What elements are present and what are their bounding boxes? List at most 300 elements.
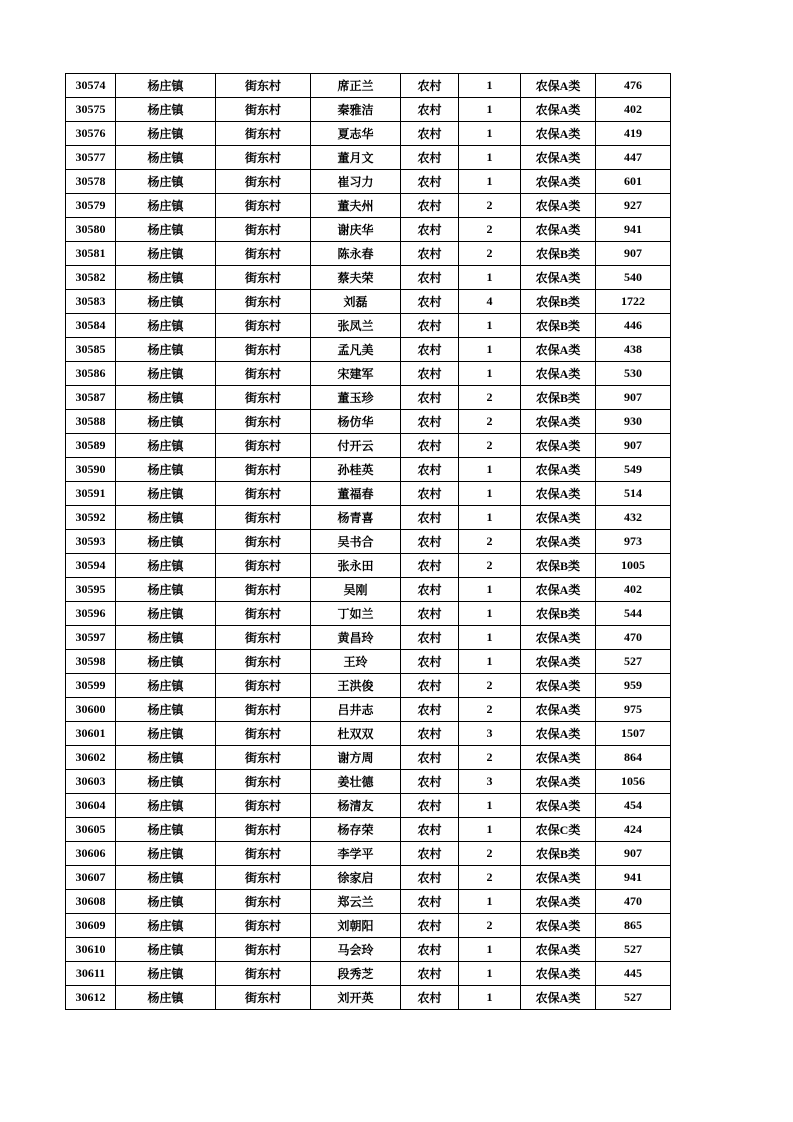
table-cell-amount: 1507 bbox=[596, 722, 671, 746]
table-row bbox=[66, 986, 671, 1010]
table-cell-category: 农保B类 bbox=[521, 842, 596, 866]
table-cell-town: 杨庄镇 bbox=[116, 74, 216, 98]
table-cell-name: 杨仿华 bbox=[311, 410, 401, 434]
table-row bbox=[66, 914, 671, 938]
table-cell-amount: 454 bbox=[596, 794, 671, 818]
table-cell-name: 孙桂英 bbox=[311, 458, 401, 482]
table-cell-name: 段秀芝 bbox=[311, 962, 401, 986]
table-cell-id: 30581 bbox=[66, 242, 116, 266]
table-cell-id: 30580 bbox=[66, 218, 116, 242]
table-cell-village: 街东村 bbox=[216, 194, 311, 218]
table-cell-type: 农村 bbox=[401, 98, 459, 122]
table-cell-amount: 1005 bbox=[596, 554, 671, 578]
table-cell-amount: 864 bbox=[596, 746, 671, 770]
table-cell-id: 30584 bbox=[66, 314, 116, 338]
table-cell-town: 杨庄镇 bbox=[116, 170, 216, 194]
table-cell-amount: 540 bbox=[596, 266, 671, 290]
table-cell-type: 农村 bbox=[401, 602, 459, 626]
table-row bbox=[66, 194, 671, 218]
table-cell-id: 30576 bbox=[66, 122, 116, 146]
table-cell-village: 街东村 bbox=[216, 650, 311, 674]
table-cell-village: 街东村 bbox=[216, 530, 311, 554]
table-cell-category: 农保B类 bbox=[521, 386, 596, 410]
table-cell-id: 30590 bbox=[66, 458, 116, 482]
table-cell-town: 杨庄镇 bbox=[116, 818, 216, 842]
table-cell-town: 杨庄镇 bbox=[116, 314, 216, 338]
table-row bbox=[66, 338, 671, 362]
table-cell-amount: 907 bbox=[596, 434, 671, 458]
table-cell-count: 2 bbox=[459, 914, 521, 938]
table-cell-town: 杨庄镇 bbox=[116, 266, 216, 290]
table-cell-village: 街东村 bbox=[216, 314, 311, 338]
table-cell-amount: 930 bbox=[596, 410, 671, 434]
table-cell-type: 农村 bbox=[401, 698, 459, 722]
table-cell-category: 农保B类 bbox=[521, 314, 596, 338]
table-cell-amount: 476 bbox=[596, 74, 671, 98]
table-row bbox=[66, 218, 671, 242]
table-cell-amount: 544 bbox=[596, 602, 671, 626]
table-cell-type: 农村 bbox=[401, 938, 459, 962]
table-cell-name: 王洪俊 bbox=[311, 674, 401, 698]
table-row bbox=[66, 314, 671, 338]
table-cell-category: 农保A类 bbox=[521, 338, 596, 362]
table-cell-category: 农保A类 bbox=[521, 650, 596, 674]
table-cell-village: 街东村 bbox=[216, 146, 311, 170]
table-cell-count: 2 bbox=[459, 194, 521, 218]
table-cell-town: 杨庄镇 bbox=[116, 506, 216, 530]
table-cell-village: 街东村 bbox=[216, 578, 311, 602]
table-cell-town: 杨庄镇 bbox=[116, 866, 216, 890]
table-cell-type: 农村 bbox=[401, 290, 459, 314]
table-cell-village: 街东村 bbox=[216, 362, 311, 386]
table-cell-village: 街东村 bbox=[216, 290, 311, 314]
table-cell-count: 4 bbox=[459, 290, 521, 314]
table-cell-village: 街东村 bbox=[216, 914, 311, 938]
table-cell-name: 王玲 bbox=[311, 650, 401, 674]
table-cell-name: 谢方周 bbox=[311, 746, 401, 770]
table-cell-category: 农保A类 bbox=[521, 890, 596, 914]
table-cell-count: 1 bbox=[459, 458, 521, 482]
table-cell-id: 30605 bbox=[66, 818, 116, 842]
table-cell-name: 马会玲 bbox=[311, 938, 401, 962]
table-cell-type: 农村 bbox=[401, 674, 459, 698]
table-cell-amount: 549 bbox=[596, 458, 671, 482]
table-row bbox=[66, 770, 671, 794]
table-cell-id: 30608 bbox=[66, 890, 116, 914]
table-cell-count: 2 bbox=[459, 386, 521, 410]
table-cell-name: 秦雅洁 bbox=[311, 98, 401, 122]
table-row bbox=[66, 818, 671, 842]
table-cell-name: 刘开英 bbox=[311, 986, 401, 1010]
table-cell-category: 农保A类 bbox=[521, 410, 596, 434]
table-cell-count: 2 bbox=[459, 410, 521, 434]
table-row bbox=[66, 626, 671, 650]
table-cell-category: 农保A类 bbox=[521, 938, 596, 962]
table-cell-count: 2 bbox=[459, 242, 521, 266]
table-cell-count: 1 bbox=[459, 338, 521, 362]
table-row bbox=[66, 362, 671, 386]
table-cell-town: 杨庄镇 bbox=[116, 746, 216, 770]
table-cell-village: 街东村 bbox=[216, 746, 311, 770]
spreadsheet-page bbox=[65, 73, 671, 1010]
table-row bbox=[66, 698, 671, 722]
table-cell-name: 吕井志 bbox=[311, 698, 401, 722]
table-cell-amount: 432 bbox=[596, 506, 671, 530]
table-cell-type: 农村 bbox=[401, 626, 459, 650]
table-cell-town: 杨庄镇 bbox=[116, 458, 216, 482]
table-cell-category: 农保A类 bbox=[521, 146, 596, 170]
table-cell-id: 30579 bbox=[66, 194, 116, 218]
table-cell-name: 谢庆华 bbox=[311, 218, 401, 242]
table-cell-category: 农保A类 bbox=[521, 722, 596, 746]
table-cell-type: 农村 bbox=[401, 242, 459, 266]
table-cell-id: 30574 bbox=[66, 74, 116, 98]
table-cell-name: 董夫州 bbox=[311, 194, 401, 218]
table-row bbox=[66, 722, 671, 746]
table-cell-id: 30611 bbox=[66, 962, 116, 986]
table-cell-town: 杨庄镇 bbox=[116, 98, 216, 122]
table-cell-town: 杨庄镇 bbox=[116, 338, 216, 362]
table-cell-id: 30585 bbox=[66, 338, 116, 362]
table-cell-name: 张凤兰 bbox=[311, 314, 401, 338]
table-cell-name: 黄昌玲 bbox=[311, 626, 401, 650]
table-cell-type: 农村 bbox=[401, 962, 459, 986]
table-cell-village: 街东村 bbox=[216, 770, 311, 794]
table-cell-id: 30587 bbox=[66, 386, 116, 410]
table-cell-category: 农保A类 bbox=[521, 746, 596, 770]
table-cell-type: 农村 bbox=[401, 386, 459, 410]
table-cell-village: 街东村 bbox=[216, 698, 311, 722]
table-cell-town: 杨庄镇 bbox=[116, 650, 216, 674]
table-cell-name: 蔡夫荣 bbox=[311, 266, 401, 290]
table-row bbox=[66, 554, 671, 578]
table-cell-category: 农保A类 bbox=[521, 434, 596, 458]
table-cell-town: 杨庄镇 bbox=[116, 242, 216, 266]
table-cell-type: 农村 bbox=[401, 890, 459, 914]
table-cell-category: 农保A类 bbox=[521, 530, 596, 554]
table-cell-type: 农村 bbox=[401, 866, 459, 890]
table-cell-town: 杨庄镇 bbox=[116, 914, 216, 938]
table-cell-amount: 514 bbox=[596, 482, 671, 506]
table-cell-amount: 445 bbox=[596, 962, 671, 986]
table-cell-amount: 402 bbox=[596, 578, 671, 602]
table-cell-village: 街东村 bbox=[216, 722, 311, 746]
table-cell-id: 30610 bbox=[66, 938, 116, 962]
table-cell-count: 2 bbox=[459, 842, 521, 866]
table-cell-village: 街东村 bbox=[216, 218, 311, 242]
table-cell-category: 农保A类 bbox=[521, 122, 596, 146]
table-cell-name: 刘朝阳 bbox=[311, 914, 401, 938]
table-row bbox=[66, 866, 671, 890]
table-cell-amount: 530 bbox=[596, 362, 671, 386]
table-cell-town: 杨庄镇 bbox=[116, 698, 216, 722]
table-cell-town: 杨庄镇 bbox=[116, 434, 216, 458]
table-cell-amount: 470 bbox=[596, 890, 671, 914]
table-cell-name: 吴书合 bbox=[311, 530, 401, 554]
table-cell-count: 2 bbox=[459, 554, 521, 578]
table-cell-count: 1 bbox=[459, 482, 521, 506]
table-cell-type: 农村 bbox=[401, 338, 459, 362]
table-cell-amount: 959 bbox=[596, 674, 671, 698]
table-cell-id: 30589 bbox=[66, 434, 116, 458]
table-cell-count: 1 bbox=[459, 650, 521, 674]
table-cell-type: 农村 bbox=[401, 218, 459, 242]
table-cell-category: 农保A类 bbox=[521, 674, 596, 698]
table-cell-town: 杨庄镇 bbox=[116, 842, 216, 866]
table-cell-category: 农保A类 bbox=[521, 866, 596, 890]
table-cell-id: 30609 bbox=[66, 914, 116, 938]
table-cell-amount: 470 bbox=[596, 626, 671, 650]
table-cell-village: 街东村 bbox=[216, 74, 311, 98]
table-cell-type: 农村 bbox=[401, 194, 459, 218]
table-cell-amount: 402 bbox=[596, 98, 671, 122]
table-row bbox=[66, 482, 671, 506]
table-cell-amount: 419 bbox=[596, 122, 671, 146]
table-cell-amount: 601 bbox=[596, 170, 671, 194]
table-cell-id: 30582 bbox=[66, 266, 116, 290]
table-cell-category: 农保B类 bbox=[521, 554, 596, 578]
table-cell-count: 1 bbox=[459, 266, 521, 290]
table-cell-id: 30595 bbox=[66, 578, 116, 602]
table-cell-name: 杨清友 bbox=[311, 794, 401, 818]
table-cell-id: 30594 bbox=[66, 554, 116, 578]
table-cell-count: 3 bbox=[459, 722, 521, 746]
table-row bbox=[66, 98, 671, 122]
table-cell-count: 2 bbox=[459, 866, 521, 890]
table-cell-type: 农村 bbox=[401, 362, 459, 386]
table-cell-village: 街东村 bbox=[216, 794, 311, 818]
table-cell-count: 1 bbox=[459, 794, 521, 818]
table-cell-type: 农村 bbox=[401, 266, 459, 290]
table-cell-name: 孟凡美 bbox=[311, 338, 401, 362]
table-cell-village: 街东村 bbox=[216, 674, 311, 698]
table-cell-id: 30586 bbox=[66, 362, 116, 386]
table-cell-type: 农村 bbox=[401, 914, 459, 938]
table-cell-id: 30593 bbox=[66, 530, 116, 554]
table-row bbox=[66, 458, 671, 482]
table-cell-id: 30577 bbox=[66, 146, 116, 170]
table-cell-amount: 438 bbox=[596, 338, 671, 362]
table-cell-name: 杨青喜 bbox=[311, 506, 401, 530]
table-cell-town: 杨庄镇 bbox=[116, 194, 216, 218]
table-cell-village: 街东村 bbox=[216, 242, 311, 266]
table-cell-count: 2 bbox=[459, 218, 521, 242]
table-cell-id: 30598 bbox=[66, 650, 116, 674]
table-cell-name: 徐家启 bbox=[311, 866, 401, 890]
table-cell-type: 农村 bbox=[401, 842, 459, 866]
table-cell-count: 1 bbox=[459, 626, 521, 650]
table-cell-count: 2 bbox=[459, 530, 521, 554]
table-cell-count: 1 bbox=[459, 938, 521, 962]
table-cell-category: 农保A类 bbox=[521, 266, 596, 290]
table-cell-name: 董玉珍 bbox=[311, 386, 401, 410]
table-cell-id: 30596 bbox=[66, 602, 116, 626]
table-row bbox=[66, 842, 671, 866]
table-cell-type: 农村 bbox=[401, 722, 459, 746]
table-cell-id: 30612 bbox=[66, 986, 116, 1010]
table-cell-amount: 1056 bbox=[596, 770, 671, 794]
table-cell-type: 农村 bbox=[401, 410, 459, 434]
table-cell-amount: 941 bbox=[596, 866, 671, 890]
table-cell-type: 农村 bbox=[401, 650, 459, 674]
table-cell-name: 付开云 bbox=[311, 434, 401, 458]
table-cell-type: 农村 bbox=[401, 530, 459, 554]
table-cell-village: 街东村 bbox=[216, 410, 311, 434]
table-cell-id: 30575 bbox=[66, 98, 116, 122]
table-cell-village: 街东村 bbox=[216, 434, 311, 458]
table-cell-category: 农保A类 bbox=[521, 170, 596, 194]
table-cell-village: 街东村 bbox=[216, 866, 311, 890]
table-cell-count: 1 bbox=[459, 122, 521, 146]
table-cell-village: 街东村 bbox=[216, 554, 311, 578]
table-cell-count: 1 bbox=[459, 818, 521, 842]
table-row bbox=[66, 962, 671, 986]
table-cell-count: 1 bbox=[459, 986, 521, 1010]
table-row bbox=[66, 794, 671, 818]
table-cell-category: 农保A类 bbox=[521, 578, 596, 602]
table-row bbox=[66, 434, 671, 458]
table-cell-village: 街东村 bbox=[216, 962, 311, 986]
table-cell-category: 农保A类 bbox=[521, 194, 596, 218]
table-cell-category: 农保B类 bbox=[521, 290, 596, 314]
table-row bbox=[66, 746, 671, 770]
table-cell-town: 杨庄镇 bbox=[116, 218, 216, 242]
table-cell-category: 农保A类 bbox=[521, 98, 596, 122]
table-row bbox=[66, 674, 671, 698]
table-cell-count: 1 bbox=[459, 578, 521, 602]
table-cell-name: 李学平 bbox=[311, 842, 401, 866]
table-cell-category: 农保A类 bbox=[521, 794, 596, 818]
table-cell-village: 街东村 bbox=[216, 482, 311, 506]
table-cell-category: 农保B类 bbox=[521, 242, 596, 266]
table-cell-category: 农保A类 bbox=[521, 626, 596, 650]
table-cell-village: 街东村 bbox=[216, 842, 311, 866]
table-cell-id: 30603 bbox=[66, 770, 116, 794]
table-cell-town: 杨庄镇 bbox=[116, 554, 216, 578]
table-cell-id: 30578 bbox=[66, 170, 116, 194]
table-cell-type: 农村 bbox=[401, 986, 459, 1010]
table-cell-amount: 907 bbox=[596, 842, 671, 866]
table-cell-category: 农保A类 bbox=[521, 458, 596, 482]
table-cell-village: 街东村 bbox=[216, 338, 311, 362]
table-cell-type: 农村 bbox=[401, 146, 459, 170]
table-cell-name: 刘磊 bbox=[311, 290, 401, 314]
table-cell-count: 1 bbox=[459, 146, 521, 170]
table-row bbox=[66, 506, 671, 530]
table-cell-id: 30607 bbox=[66, 866, 116, 890]
table-row bbox=[66, 122, 671, 146]
table-cell-town: 杨庄镇 bbox=[116, 122, 216, 146]
table-row bbox=[66, 578, 671, 602]
table-cell-amount: 527 bbox=[596, 986, 671, 1010]
table-cell-count: 1 bbox=[459, 362, 521, 386]
table-cell-amount: 975 bbox=[596, 698, 671, 722]
table-cell-village: 街东村 bbox=[216, 626, 311, 650]
table-cell-town: 杨庄镇 bbox=[116, 146, 216, 170]
table-cell-village: 街东村 bbox=[216, 602, 311, 626]
table-cell-name: 张永田 bbox=[311, 554, 401, 578]
table-cell-name: 姜壮德 bbox=[311, 770, 401, 794]
table-cell-amount: 907 bbox=[596, 242, 671, 266]
table-cell-town: 杨庄镇 bbox=[116, 530, 216, 554]
table-cell-town: 杨庄镇 bbox=[116, 626, 216, 650]
table-row bbox=[66, 242, 671, 266]
table-cell-name: 董月文 bbox=[311, 146, 401, 170]
table-cell-type: 农村 bbox=[401, 74, 459, 98]
table-row bbox=[66, 650, 671, 674]
table-cell-village: 街东村 bbox=[216, 938, 311, 962]
table-cell-town: 杨庄镇 bbox=[116, 962, 216, 986]
table-row bbox=[66, 530, 671, 554]
table-cell-id: 30597 bbox=[66, 626, 116, 650]
table-cell-town: 杨庄镇 bbox=[116, 602, 216, 626]
table-cell-type: 农村 bbox=[401, 170, 459, 194]
table-cell-category: 农保A类 bbox=[521, 362, 596, 386]
table-cell-id: 30591 bbox=[66, 482, 116, 506]
table-cell-id: 30604 bbox=[66, 794, 116, 818]
table-cell-town: 杨庄镇 bbox=[116, 386, 216, 410]
table-cell-type: 农村 bbox=[401, 578, 459, 602]
table-cell-name: 夏志华 bbox=[311, 122, 401, 146]
table-cell-count: 3 bbox=[459, 770, 521, 794]
table-row bbox=[66, 890, 671, 914]
table-cell-id: 30583 bbox=[66, 290, 116, 314]
table-cell-village: 街东村 bbox=[216, 266, 311, 290]
table-cell-category: 农保A类 bbox=[521, 914, 596, 938]
table-cell-category: 农保A类 bbox=[521, 770, 596, 794]
table-cell-village: 街东村 bbox=[216, 506, 311, 530]
table-row bbox=[66, 146, 671, 170]
table-row bbox=[66, 386, 671, 410]
table-cell-name: 吴刚 bbox=[311, 578, 401, 602]
table-cell-name: 宋建军 bbox=[311, 362, 401, 386]
table-cell-amount: 927 bbox=[596, 194, 671, 218]
table-cell-amount: 527 bbox=[596, 938, 671, 962]
table-cell-town: 杨庄镇 bbox=[116, 578, 216, 602]
table-row bbox=[66, 266, 671, 290]
table-cell-id: 30606 bbox=[66, 842, 116, 866]
table-cell-count: 1 bbox=[459, 170, 521, 194]
table-cell-type: 农村 bbox=[401, 818, 459, 842]
table-cell-count: 2 bbox=[459, 674, 521, 698]
table-cell-type: 农村 bbox=[401, 506, 459, 530]
table-cell-count: 2 bbox=[459, 434, 521, 458]
table-cell-id: 30599 bbox=[66, 674, 116, 698]
table-cell-category: 农保A类 bbox=[521, 962, 596, 986]
table-cell-type: 农村 bbox=[401, 770, 459, 794]
table-cell-category: 农保A类 bbox=[521, 506, 596, 530]
table-cell-type: 农村 bbox=[401, 434, 459, 458]
table-cell-count: 1 bbox=[459, 602, 521, 626]
table-cell-amount: 424 bbox=[596, 818, 671, 842]
table-cell-type: 农村 bbox=[401, 458, 459, 482]
table-body bbox=[66, 74, 671, 1010]
table-cell-count: 1 bbox=[459, 98, 521, 122]
table-cell-category: 农保A类 bbox=[521, 218, 596, 242]
table-cell-name: 杜双双 bbox=[311, 722, 401, 746]
table-cell-count: 1 bbox=[459, 890, 521, 914]
table-cell-town: 杨庄镇 bbox=[116, 290, 216, 314]
table-cell-town: 杨庄镇 bbox=[116, 482, 216, 506]
table-cell-count: 2 bbox=[459, 698, 521, 722]
table-cell-village: 街东村 bbox=[216, 890, 311, 914]
table-cell-town: 杨庄镇 bbox=[116, 770, 216, 794]
table-cell-amount: 973 bbox=[596, 530, 671, 554]
table-cell-category: 农保C类 bbox=[521, 818, 596, 842]
table-cell-amount: 527 bbox=[596, 650, 671, 674]
table-cell-amount: 446 bbox=[596, 314, 671, 338]
table-cell-count: 2 bbox=[459, 746, 521, 770]
